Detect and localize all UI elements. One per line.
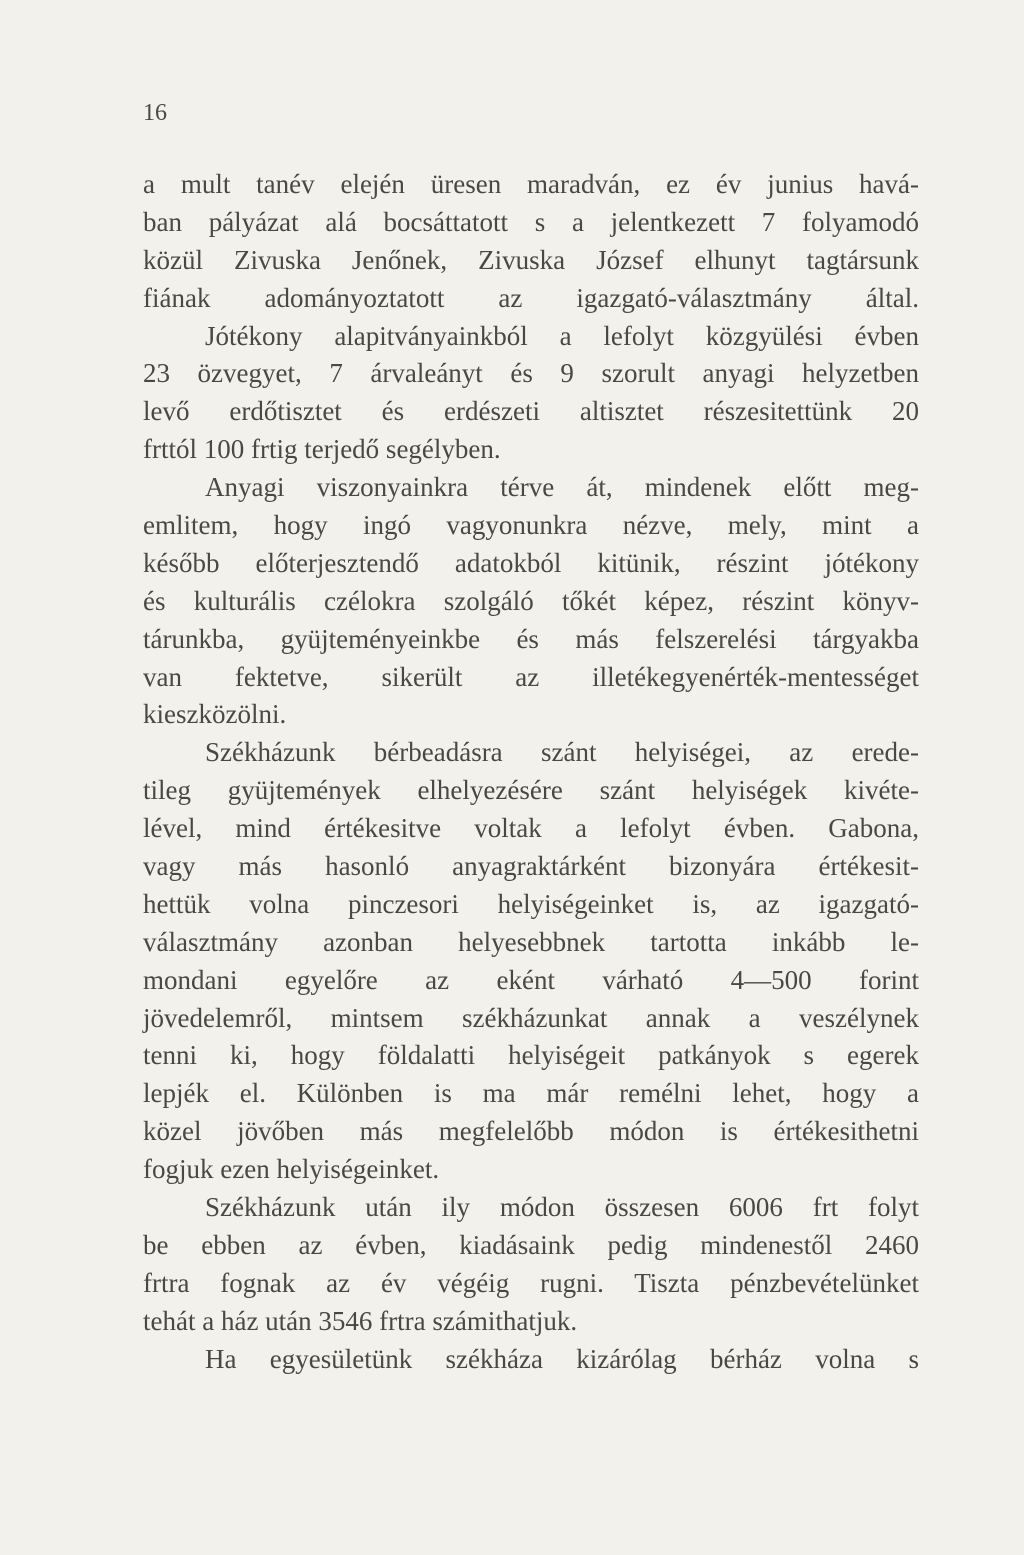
text-line: a mult tanév elején üresen maradván, ez év junius havá- xyxy=(143,169,919,199)
text-line: emlitem, hogy ingó vagyonunkra nézve, mely, mint a xyxy=(143,510,919,541)
text-line: tileg gyüjtemények elhelyezésére szánt helyiségek kivéte- xyxy=(143,775,919,806)
text-line: lepjék el. Különben is ma már remélni lehet, hogy a xyxy=(143,1078,919,1109)
text-line: frtra fognak az év végéig rugni. Tiszta pénzbevételünket xyxy=(143,1267,919,1298)
text-line: választmány azonban helyesebbnek tartotta inkább le- xyxy=(143,926,919,957)
text-line: tenni ki, hogy földalatti helyiségeit patkányok s egerek xyxy=(143,1040,919,1071)
text-line: közel jövőben más megfelelőbb módon is értékesithetni xyxy=(143,1116,919,1147)
text-line: Székházunk bérbeadásra szánt helyiségei, az erede- xyxy=(205,737,919,768)
text-line: Jótékony alapitványainkból a lefolyt közgyülési évben xyxy=(205,320,919,351)
text-line: hettük volna pinczesori helyiségeinket is, az igazgató- xyxy=(143,888,919,919)
text-line: vagy más hasonló anyagraktárként bizonyára értékesit- xyxy=(143,851,919,882)
text-line: és kulturális czélokra szolgáló tőkét képez, részint könyv- xyxy=(143,585,919,616)
text-line: közül Zivuska Jenőnek, Zivuska József elhunyt tagtársunk xyxy=(143,244,919,275)
text-line: később előterjesztendő adatokból kitünik, részint jótékony xyxy=(143,547,919,578)
text-line: frttól 100 frtig terjedő segélyben. xyxy=(143,434,501,465)
body-text xyxy=(143,166,919,1379)
text-line: ban pályázat alá bocsáttatott s a jelentkezett 7 folyamodó xyxy=(143,206,919,237)
page-number: 16 xyxy=(143,100,167,126)
text-line: tárunkba, gyüjteményeinkbe és más felszerelési tárgyakba xyxy=(143,623,919,654)
text-line: kieszközölni. xyxy=(143,699,287,730)
text-line: van fektetve, sikerült az illetékegyenérték-mentességet xyxy=(143,661,919,692)
text-line: jövedelemről, mintsem székházunkat annak a veszélynek xyxy=(143,1002,919,1033)
text-line: Székházunk után ily módon összesen 6006 frt folyt xyxy=(205,1192,919,1223)
text-line: lével, mind értékesitve voltak a lefolyt évben. Gabona, xyxy=(143,813,919,844)
text-line: levő erdőtisztet és erdészeti altisztet részesitettünk 20 xyxy=(143,396,919,427)
text-line: be ebben az évben, kiadásaink pedig mindenestől 2460 xyxy=(143,1229,919,1260)
text-line: Ha egyesületünk székháza kizárólag bérház volna s xyxy=(205,1343,919,1374)
text-line: tehát a ház után 3546 frtra számithatjuk. xyxy=(143,1305,578,1336)
text-line: fogjuk ezen helyiségeinket. xyxy=(143,1154,440,1185)
text-line: 23 özvegyet, 7 árvaleányt és 9 szorult anyagi helyzetben xyxy=(143,358,919,389)
text-line: Anyagi viszonyainkra térve át, mindenek előtt meg- xyxy=(205,472,919,503)
text-line: fiának adományoztatott az igazgató-választmány által. xyxy=(143,282,919,313)
text-line: mondani egyelőre az eként várható 4—500 forint xyxy=(143,964,919,995)
